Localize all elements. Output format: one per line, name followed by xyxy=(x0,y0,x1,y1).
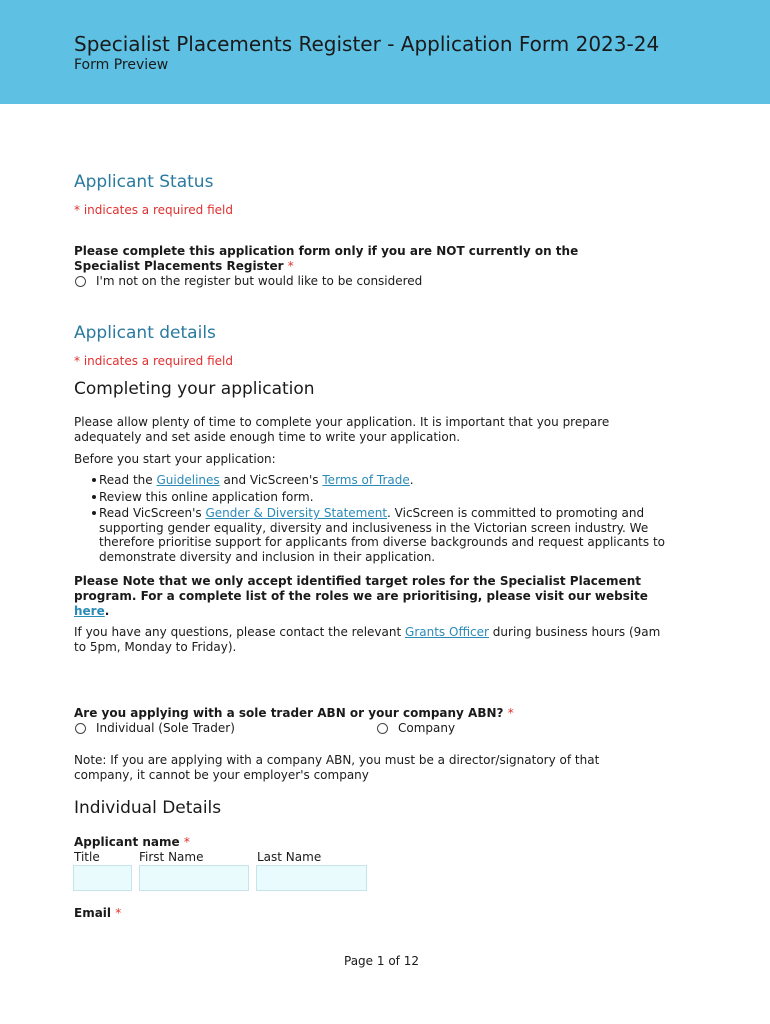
individual-details-heading: Individual Details xyxy=(74,798,222,818)
website-here-link[interactable]: here xyxy=(74,604,105,618)
abn-question: Are you applying with a sole trader ABN or your company ABN? * xyxy=(74,706,514,720)
radio-company[interactable] xyxy=(376,721,455,735)
checklist xyxy=(74,473,670,566)
completing-application-heading: Completing your application xyxy=(74,379,315,399)
required-field-note: * indicates a required field xyxy=(74,203,233,217)
radio-label: I'm not on the register but would like to be considered xyxy=(96,274,423,288)
register-question-text: Please complete this application form only if you are NOT currently on the Specialist Placements Register xyxy=(74,244,579,273)
email-label: Email * xyxy=(74,906,122,920)
list-item: Read the Guidelines and VicScreen's Terms of Trade. xyxy=(74,473,670,488)
before-start-text: Before you start your application: xyxy=(74,452,276,466)
form-subtitle: Form Preview xyxy=(74,57,169,73)
required-field-note: * indicates a required field xyxy=(74,354,233,368)
abn-note: Note: If you are applying with a company ABN, you must be a director/signatory of that company, it cannot be your employer's company xyxy=(74,753,600,782)
last-name-label: Last Name xyxy=(257,850,322,864)
radio-label: Company xyxy=(398,721,456,735)
radio-circle-icon[interactable] xyxy=(75,276,86,287)
register-question xyxy=(74,244,634,274)
title-input[interactable] xyxy=(73,865,132,891)
first-name-label: First Name xyxy=(139,850,204,864)
form-title: Specialist Placements Register - Application Form 2023-24 xyxy=(74,32,660,56)
guidelines-link[interactable]: Guidelines xyxy=(156,473,220,487)
intro-paragraph: Please allow plenty of time to complete your application. It is important that you prepare adequately and set aside enough time to write your application. xyxy=(74,415,610,444)
section-heading-applicant-status: Applicant Status xyxy=(74,172,214,192)
grants-officer-link[interactable]: Grants Officer xyxy=(405,625,489,639)
list-item: Review this online application form. xyxy=(74,490,670,505)
bullet-icon xyxy=(92,511,96,515)
required-star: * xyxy=(507,706,514,720)
required-star: * xyxy=(183,835,190,849)
last-name-input[interactable] xyxy=(256,865,367,891)
radio-individual[interactable] xyxy=(74,721,235,735)
applicant-name-label: Applicant name * xyxy=(74,835,190,849)
gender-diversity-link[interactable]: Gender & Diversity Statement xyxy=(205,506,388,520)
required-star: * xyxy=(115,906,122,920)
radio-circle-icon[interactable] xyxy=(377,723,388,734)
contact-paragraph: If you have any questions, please contact the relevant Grants Officer during business hours (9am to 5pm, Monday to Friday). xyxy=(74,625,661,654)
target-roles-note: Please Note that we only accept identified target roles for the Specialist Placement program. For a complete list of the roles we are prioritising, please visit our website here. xyxy=(74,574,648,618)
first-name-input[interactable] xyxy=(139,865,249,891)
bullet-icon xyxy=(92,495,96,499)
list-item: Read VicScreen's Gender & Diversity Statement. VicScreen is committed to promoting and supporting gender equality, diversity and inclusiveness in the Victorian screen industry. We therefore prioritise support for applicants from diverse backgrounds and request applicants to demonstrate diversity and inclusion in their application. xyxy=(74,506,670,564)
section-heading-applicant-details: Applicant details xyxy=(74,323,216,343)
bullet-icon xyxy=(92,478,96,482)
page-indicator: Page 1 of 12 xyxy=(344,954,419,968)
required-star: * xyxy=(287,259,294,273)
radio-not-on-register[interactable] xyxy=(74,274,422,288)
radio-label: Individual (Sole Trader) xyxy=(96,721,235,735)
title-label: Title xyxy=(74,850,100,864)
header-banner xyxy=(0,0,770,104)
radio-circle-icon[interactable] xyxy=(75,723,86,734)
terms-of-trade-link[interactable]: Terms of Trade xyxy=(322,473,410,487)
